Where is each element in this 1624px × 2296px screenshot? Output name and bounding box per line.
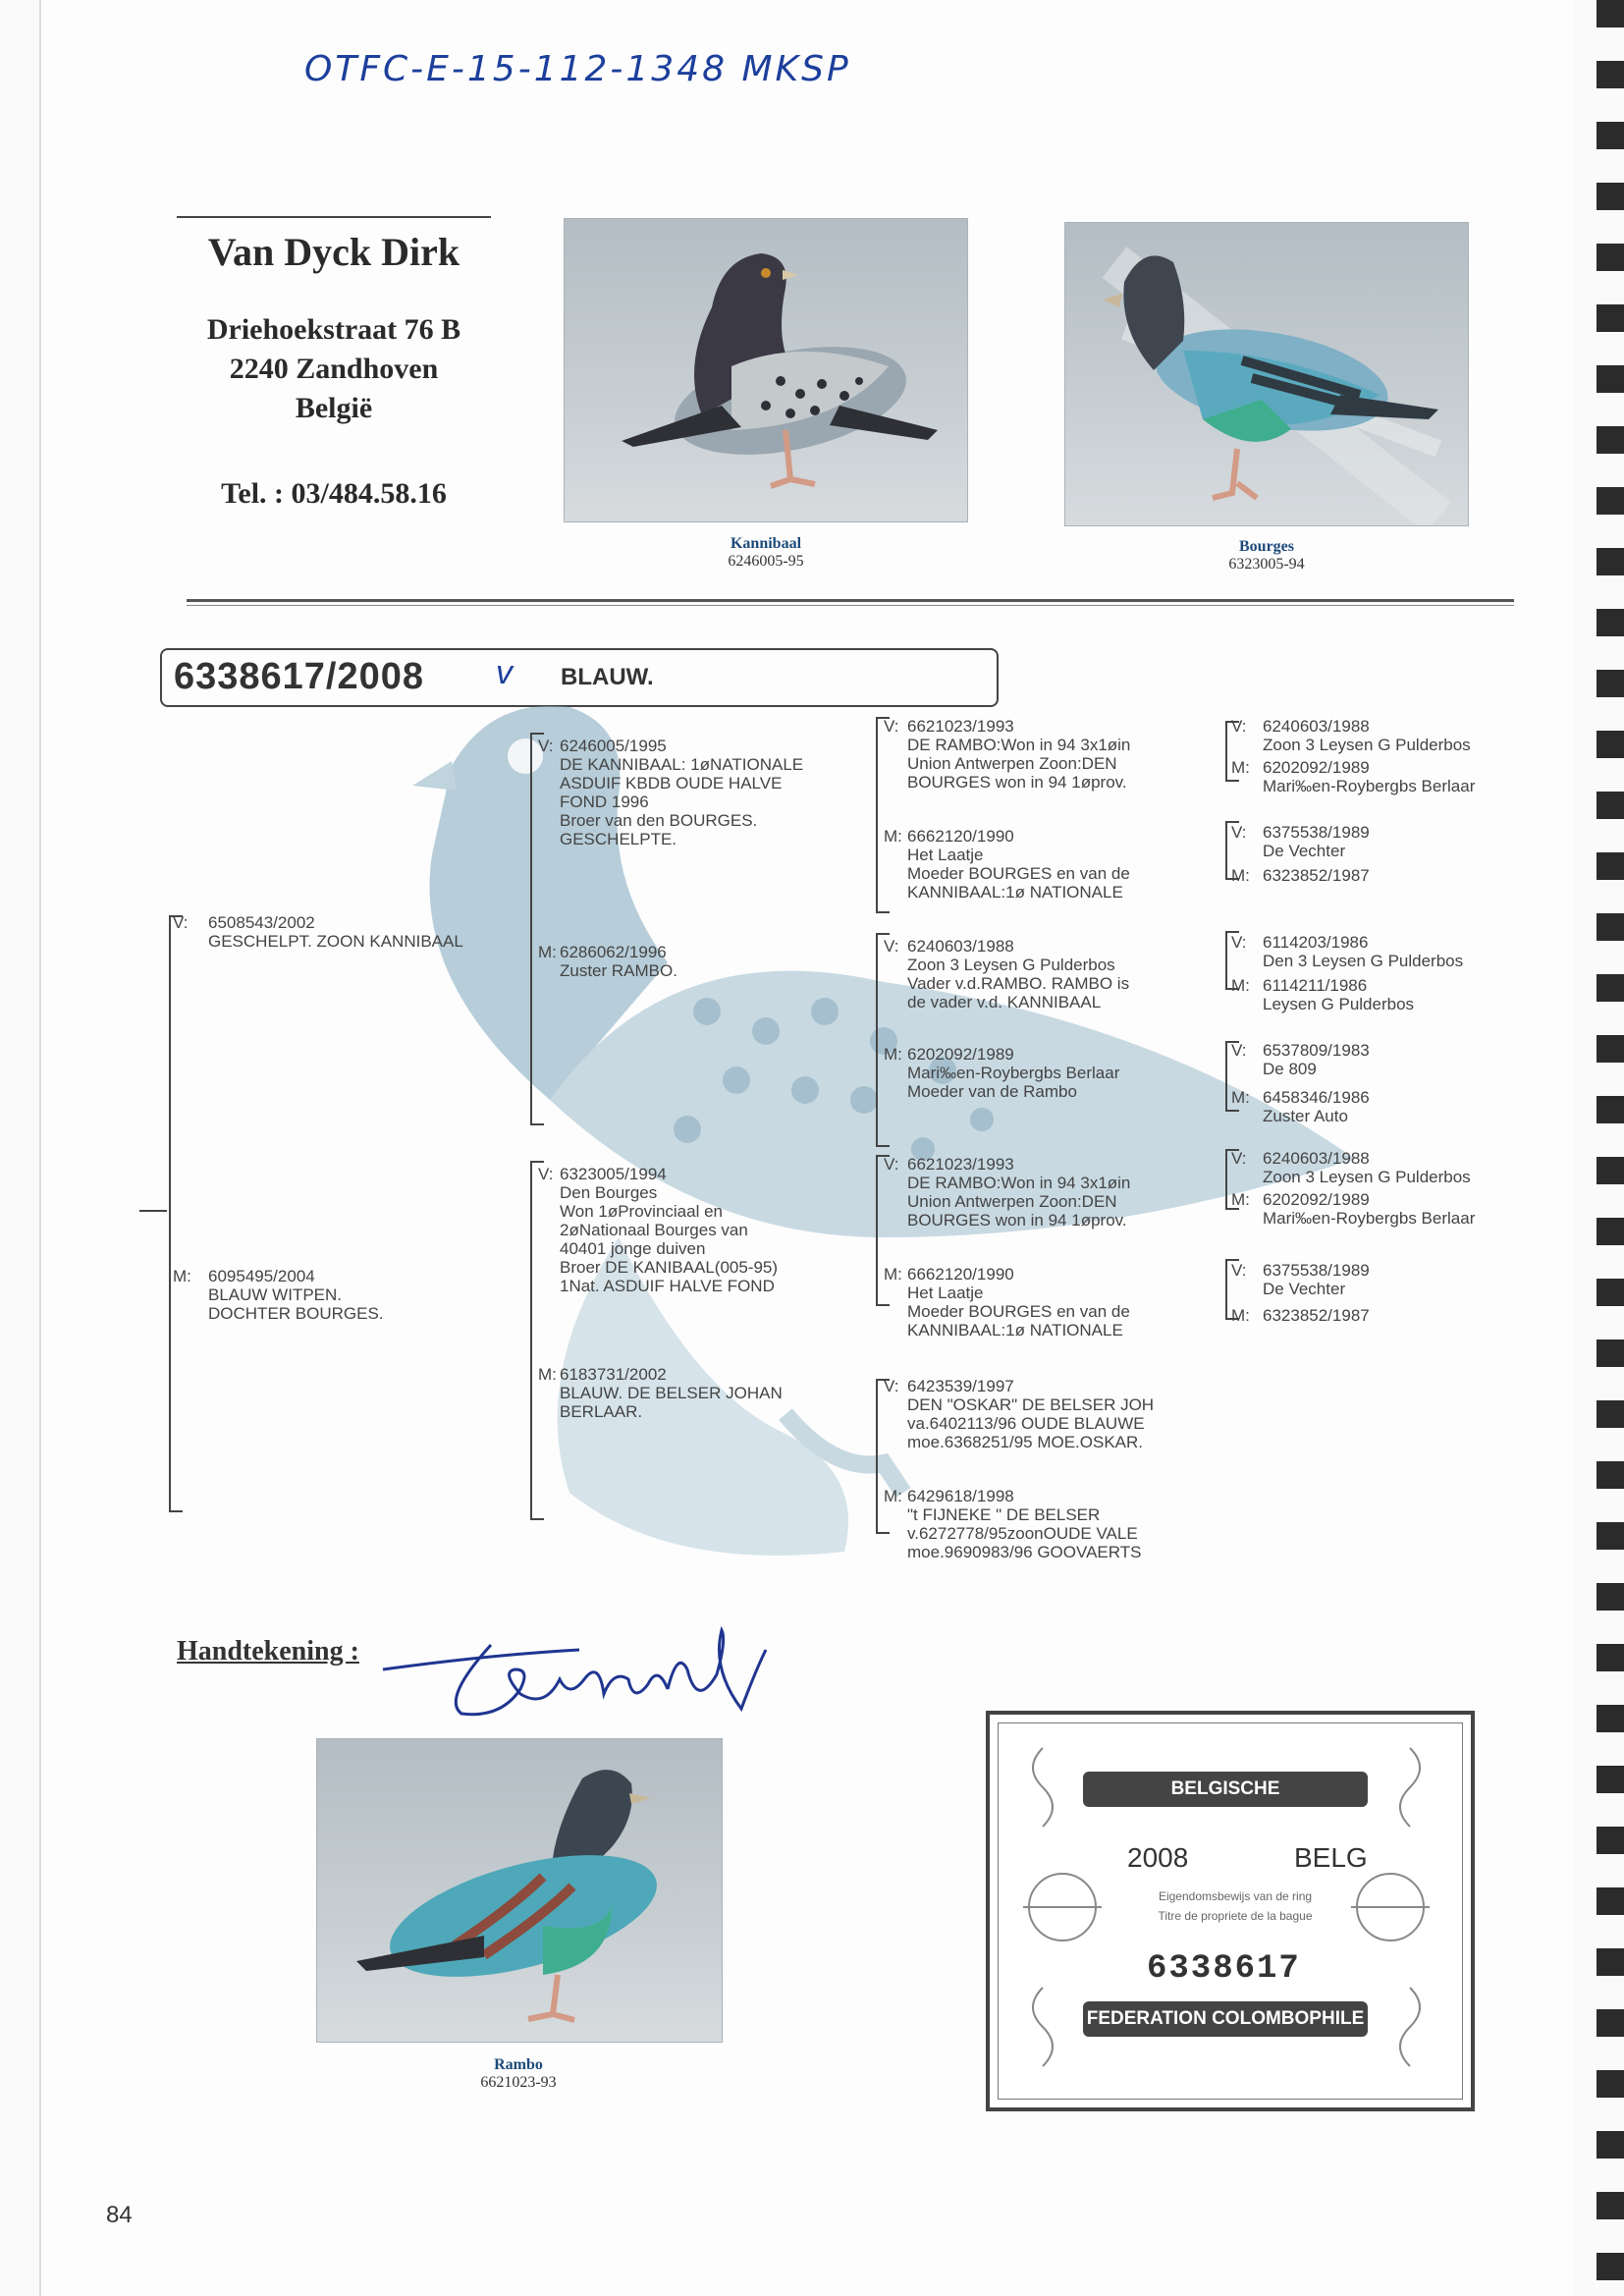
owner-phone: Tel. : 03/484.58.16	[221, 477, 447, 510]
owner-city: 2240 Zandhoven	[229, 353, 439, 385]
pedigree-gen4-entry: M: 6323852/1987	[1231, 866, 1370, 885]
photo-kannibaal	[564, 218, 968, 522]
separator	[187, 599, 1514, 602]
pedigree-gen3-entry: M: 6202092/1989 Mari‰en-Roybergbs Berlaar Moeder van de Rambo	[884, 1045, 1120, 1101]
pigeon-icon	[565, 219, 967, 521]
pedigree-gen4-entry: V: 6375538/1989 De Vechter	[1231, 823, 1370, 860]
owner-block	[167, 211, 501, 511]
certificate-ring-number: 6338617	[1147, 1950, 1301, 1988]
certificate-year: 2008	[1127, 1842, 1189, 1873]
pedigree-granddam: M: 6286062/1996 Zuster RAMBO.	[538, 943, 677, 980]
pigeon-icon	[317, 1739, 722, 2042]
owner-address	[167, 310, 501, 428]
pedigree-granddam: M: 6183731/2002 BLAUW. DE BELSER JOHAN BERLAAR.	[538, 1365, 783, 1421]
pedigree-gen3-entry: M: 6662120/1990 Het Laatje Moeder BOURGES en van de KANNIBAAL:1ø NATIONALE	[884, 1265, 1130, 1339]
binder-edge	[1597, 0, 1624, 2296]
pedigree-gen4-entry: V: 6240603/1988 Zoon 3 Leysen G Pulderbos	[1231, 1149, 1471, 1186]
pedigree-gen3-entry: M: 6662120/1990 Het Laatje Moeder BOURGES en van de KANNIBAAL:1ø NATIONALE	[884, 827, 1130, 902]
photo-bourges	[1064, 222, 1469, 526]
pedigree-gen4-entry: M: 6323852/1987	[1231, 1306, 1370, 1325]
ring-number: 6338617/2008	[174, 656, 425, 697]
pedigree-gen4-entry: M: 6458346/1986 Zuster Auto	[1231, 1088, 1370, 1125]
bracket-stem	[139, 1210, 167, 1212]
pedigree-gen4-entry: M: 6202092/1989 Mari‰en-Roybergbs Berlaar	[1231, 1190, 1476, 1228]
signature-label: Handtekening :	[177, 1636, 359, 1667]
pedigree-gen3-entry: V: 6621023/1993 DE RAMBO:Won in 94 3x1øin Union Antwerpen Zoon:DEN BOURGES won in 94 1øprov.	[884, 1155, 1131, 1230]
owner-name: Van Dyck Dirk	[207, 230, 460, 274]
pedigree-dam: M: 6095495/2004 BLAUW WITPEN. DOCHTER BOURGES.	[173, 1267, 384, 1323]
ownership-certificate	[986, 1711, 1475, 2111]
pedigree-gen3-entry: V: 6621023/1993 DE RAMBO:Won in 94 3x1øin Union Antwerpen Zoon:DEN BOURGES won in 94 1øprov.	[884, 717, 1131, 792]
certificate-line-nl: Eigendomsbewijs van de ring	[1158, 1889, 1313, 1903]
separator	[187, 605, 1514, 606]
certificate-country: BELG	[1294, 1842, 1368, 1873]
caption-kannibaal: Kannibaal 6246005-95	[728, 535, 804, 570]
pedigree-gen4-entry: V: 6537809/1983 De 809	[1231, 1041, 1370, 1078]
pigeon-icon	[1065, 223, 1468, 525]
page-number: 84	[106, 2202, 133, 2228]
pedigree-sire: V: 6508543/2002 GESCHELPT. ZOON KANNIBAAL	[173, 913, 463, 951]
pedigree-grandsire: V: 6323005/1994 Den Bourges Won 1øProvinciaal en 2øNationaal Bourges van 40401 jonge duiven Broer DE KANIBAAL(005-95) 1Nat. ASDUIF HALVE FOND	[538, 1165, 779, 1295]
photo-rambo	[316, 1738, 723, 2043]
pigeon-color: BLAUW.	[561, 664, 654, 690]
caption-rambo: Rambo 6621023-93	[480, 2056, 557, 2091]
owner-country: België	[295, 392, 373, 424]
signature	[373, 1611, 785, 1728]
pedigree-gen3-entry: M: 6429618/1998 "t FIJNEKE " DE BELSER v.6272778/95zoonOUDE VALE moe.9690983/96 GOOVAERTS	[884, 1487, 1142, 1561]
pedigree-gen3-entry: V: 6423539/1997 DEN "OSKAR" DE BELSER JOH va.6402113/96 OUDE BLAUWE moe.6368251/95 MOE.OSKAR.	[884, 1377, 1155, 1451]
caption-bourges: Bourges 6323005-94	[1228, 538, 1305, 573]
bracket-gen1	[169, 915, 183, 1512]
pedigree-gen4-entry: M: 6114211/1986 Leysen G Pulderbos	[1231, 976, 1415, 1013]
pedigree-gen3-entry: V: 6240603/1988 Zoon 3 Leysen G Pulderbos Vader v.d.RAMBO. RAMBO is de vader v.d. KANNIBAAL	[884, 937, 1130, 1011]
certificate-bottom-band: FEDERATION COLOMBOPHILE BELGE	[1083, 2001, 1368, 2037]
certificate-top-band: BELGISCHE DUIVENLIEFHEBBERSBOND	[1083, 1772, 1368, 1807]
check-mark: v	[496, 654, 513, 691]
pedigree-gen4-entry: V: 6240603/1988 Zoon 3 Leysen G Pulderbos	[1231, 717, 1471, 754]
handwritten-note: OTFC-E-15-112-1348 MKSP	[304, 49, 851, 89]
certificate-line-fr: Titre de propriete de la bague	[1158, 1909, 1313, 1923]
pedigree-gen4-entry: M: 6202092/1989 Mari‰en-Roybergbs Berlaar	[1231, 758, 1476, 795]
pedigree-grandsire: V: 6246005/1995 DE KANNIBAAL: 1øNATIONALE ASDUIF KBDB OUDE HALVE FOND 1996 Broer van den BOURGES. GESCHELPTE.	[538, 737, 804, 848]
pedigree-gen4-entry: V: 6114203/1986 Den 3 Leysen G Pulderbos	[1231, 933, 1464, 970]
owner-street: Driehoekstraat 76 B	[206, 313, 461, 346]
pedigree-gen4-entry: V: 6375538/1989 De Vechter	[1231, 1261, 1370, 1298]
